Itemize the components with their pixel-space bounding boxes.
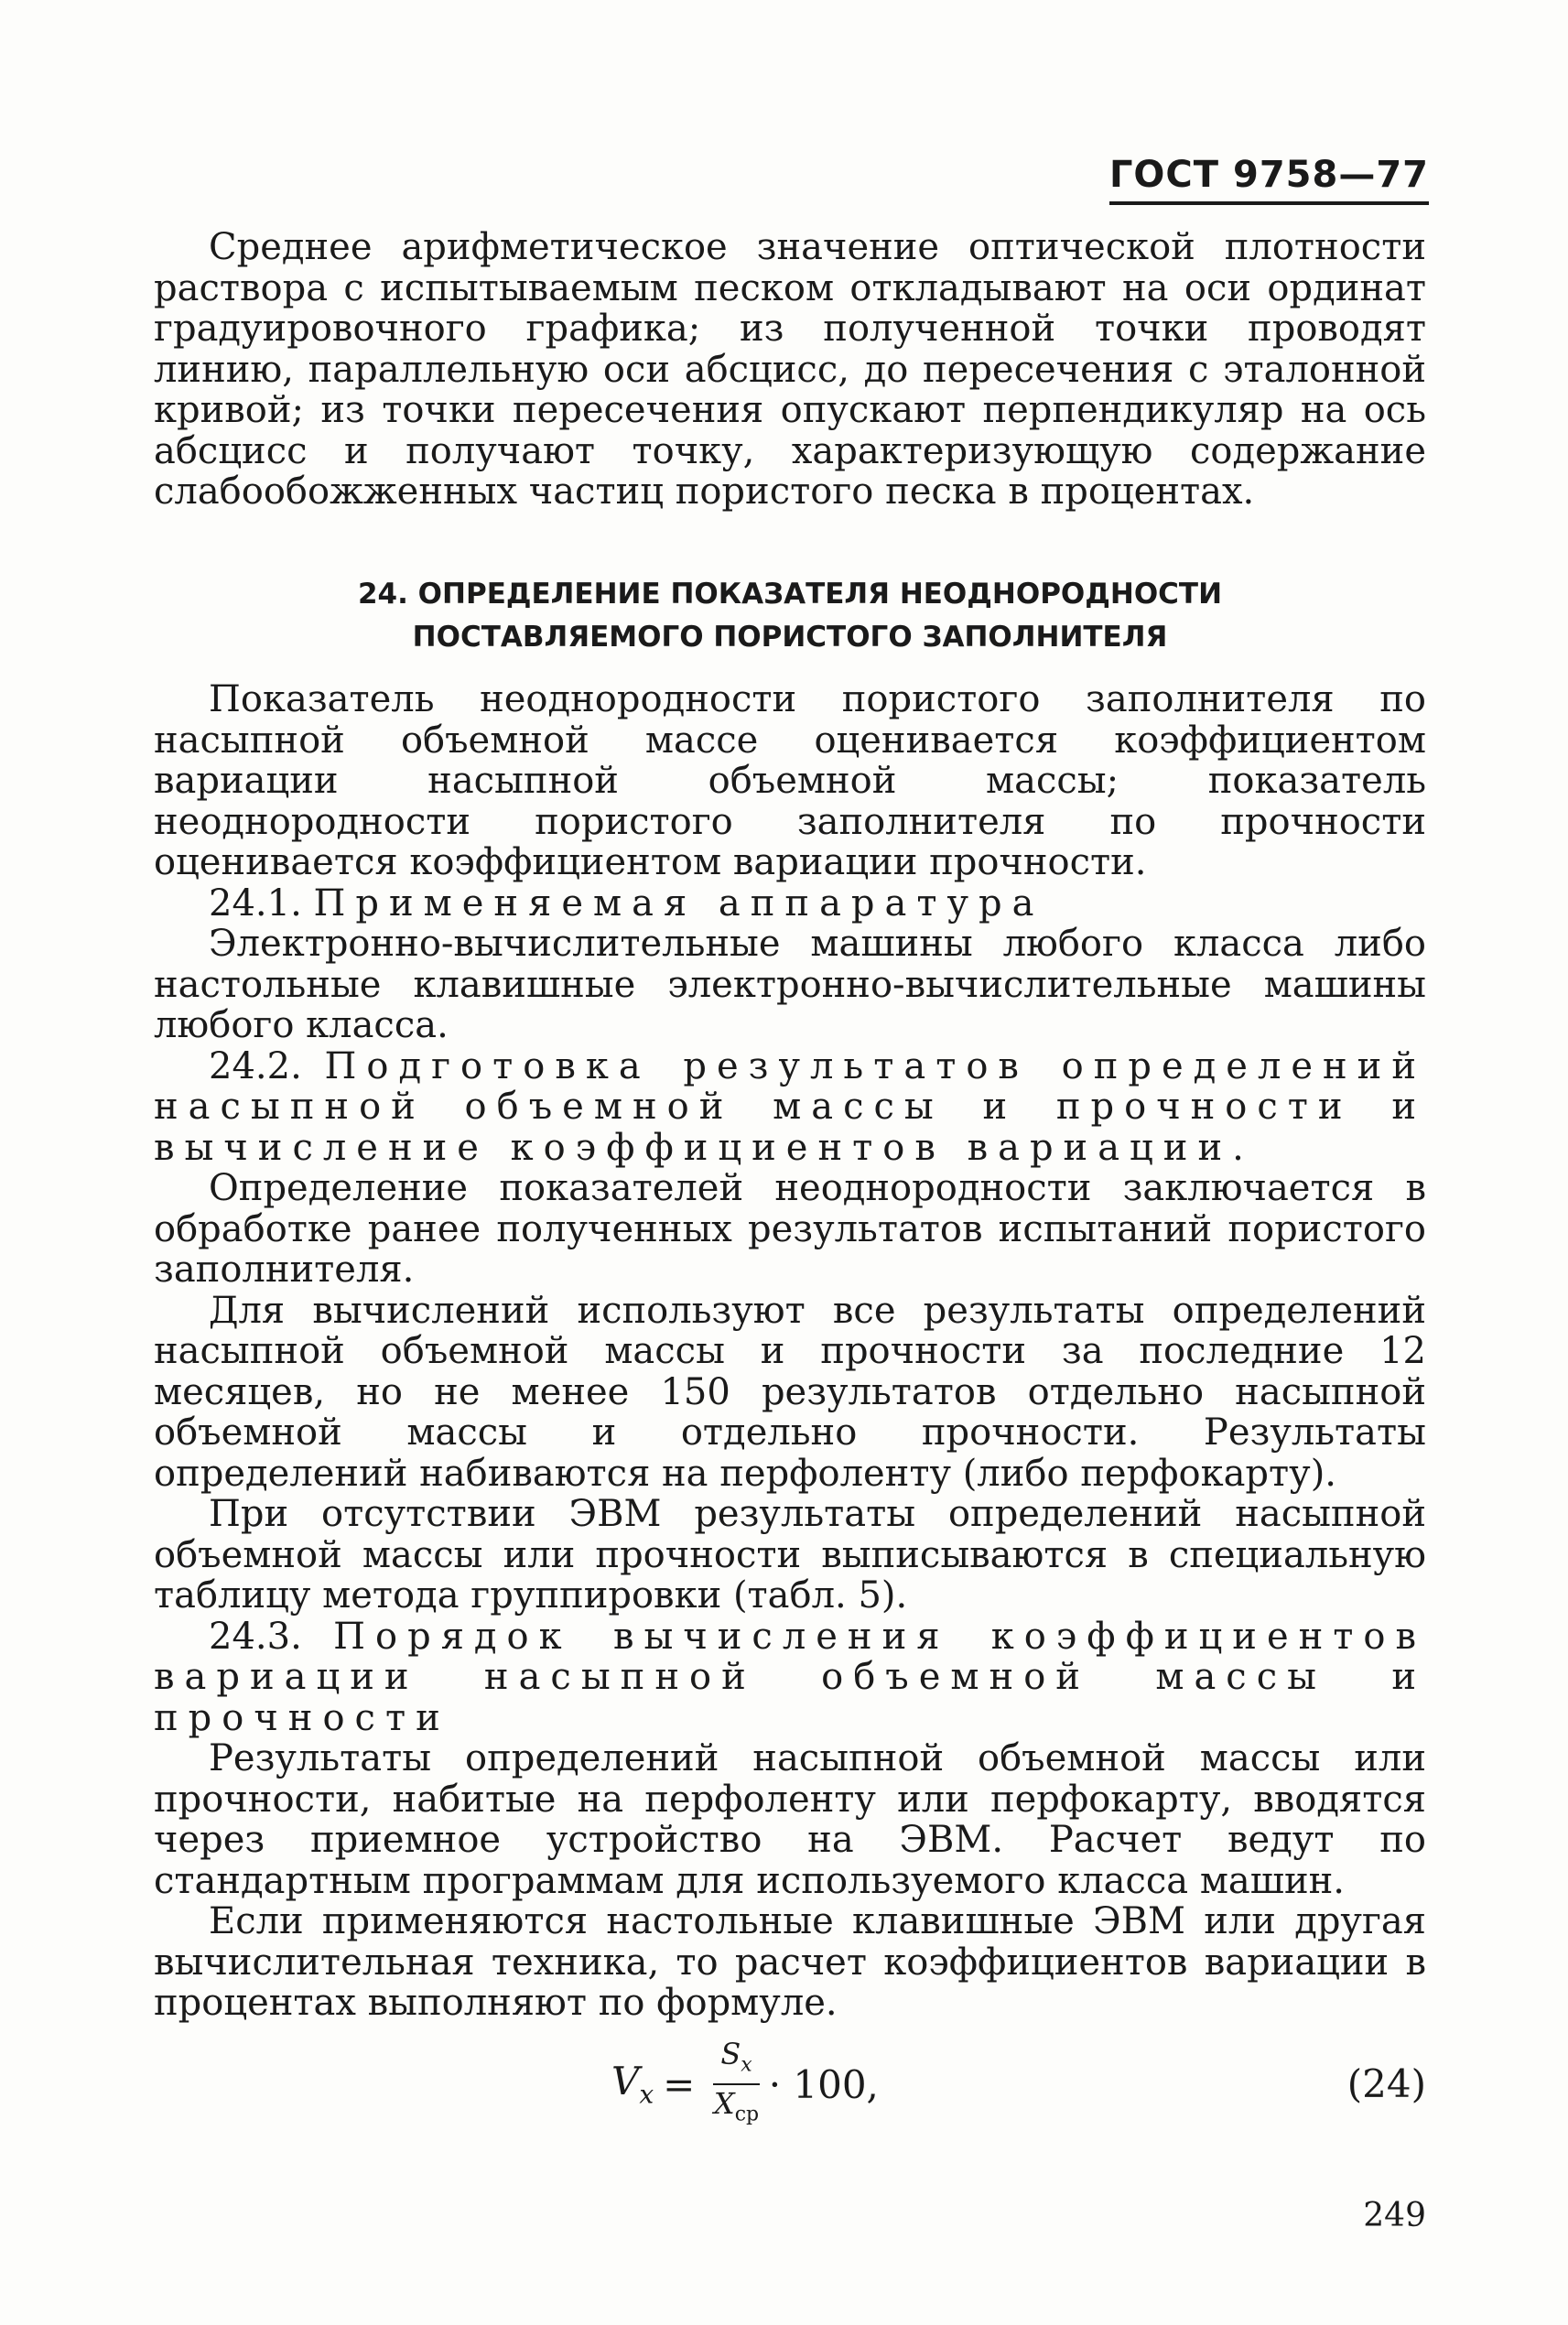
paragraph-intro: Показатель неоднородности пористого заполнителя по насыпной объемной массе оценивается коэффициентом вариации насыпной объемной массы; показатель неоднородности пористого заполнителя по прочности оценивается коэффициентом вариации прочности. bbox=[154, 678, 1426, 883]
section-heading-line-2: ПОСТАВЛЯЕМОГО ПОРИСТОГО ЗАПОЛНИТЕЛЯ bbox=[412, 621, 1168, 654]
paragraph-no-computer: При отсутствии ЭВМ результаты определений насыпной объемной массы или прочности выписываются в специальную таблицу метода группировки (табл. 5). bbox=[154, 1493, 1426, 1617]
subsection-24-2-title bbox=[154, 1046, 1426, 1169]
subsection-title: Подготовка результатов определений насыпной объемной массы и прочности и вычисление коэффициентов вариации. bbox=[154, 1044, 1426, 1169]
subsection-title: Применяемая аппаратура bbox=[313, 881, 1044, 925]
subsection-24-1-title bbox=[154, 883, 1426, 925]
formula-expression bbox=[611, 2034, 879, 2135]
subsection-24-3-title bbox=[154, 1617, 1426, 1739]
formula-equals: = bbox=[663, 2061, 696, 2107]
subsection-title: Порядок вычисления коэффициентов вариации насыпной объемной массы и прочности bbox=[154, 1615, 1427, 1739]
paragraph-equipment: Электронно-вычислительные машины любого класса либо настольные клавишные электронно-вычислительные машины любого класса. bbox=[154, 923, 1426, 1046]
subsection-number: 24.3. bbox=[209, 1615, 302, 1658]
formula-multiplier: · 100, bbox=[768, 2061, 879, 2107]
paragraph-definition: Определение показателей неоднородности заключается в обработке ранее полученных результатов испытаний пористого заполнителя. bbox=[154, 1167, 1426, 1291]
section-heading-line-1: 24. ОПРЕДЕЛЕНИЕ ПОКАЗАТЕЛЯ НЕОДНОРОДНОСТИ bbox=[357, 578, 1223, 611]
page-number: 249 bbox=[1363, 2197, 1426, 2234]
paragraph-optical-density: Среднее арифметическое значение оптической плотности раствора с испытываемым песком откладывают на оси ординат градуировочного графика; из полученной точки проводят линию, параллельную оси абсцисс, до пересечения с эталонной кривой; из точки пересечения опускают перпендикуляр на ось абсцисс и получают точку, характеризующую содержание слабообожженных частиц пористого песка в процентах. bbox=[154, 226, 1426, 513]
formula-lhs: V bbox=[611, 2059, 640, 2104]
paragraph-formula-intro: Если применяются настольные клавишные ЭВМ или другая вычислительная техника, то расчет коэффициентов вариации в процентах выполняют по формуле. bbox=[154, 1900, 1426, 2024]
top-text-block bbox=[154, 227, 1426, 513]
formula-fraction bbox=[713, 2036, 759, 2134]
subsection-number: 24.2. bbox=[209, 1044, 302, 1087]
formula-lhs-sub: x bbox=[639, 2079, 654, 2110]
paragraph-input: Результаты определений насыпной объемной массы или прочности, набитые на перфоленту или перфокарту, вводятся через приемное устройство на ЭВМ. Расчет ведут по стандартным программам для используемого класса машин. bbox=[154, 1737, 1426, 1902]
section-24-heading bbox=[154, 573, 1426, 659]
standard-header: ГОСТ 9758—77 bbox=[1109, 154, 1429, 205]
section-24-body bbox=[154, 679, 1426, 2024]
subsection-number: 24.1. bbox=[209, 881, 302, 925]
formula-24 bbox=[154, 2034, 1426, 2135]
formula-denominator: $X_{ср}$ bbox=[713, 2086, 760, 2126]
formula-numerator: $S_x$ bbox=[713, 2036, 759, 2085]
paragraph-calculation-data: Для вычислений используют все результаты определений насыпной объемной массы и прочности за последние 12 месяцев, но не менее 150 результатов отдельно насыпной объемной массы и отдельно прочности. Результаты определений набиваются на перфоленту (либо перфокарту). bbox=[154, 1289, 1426, 1495]
formula-number: (24) bbox=[1346, 2061, 1426, 2106]
